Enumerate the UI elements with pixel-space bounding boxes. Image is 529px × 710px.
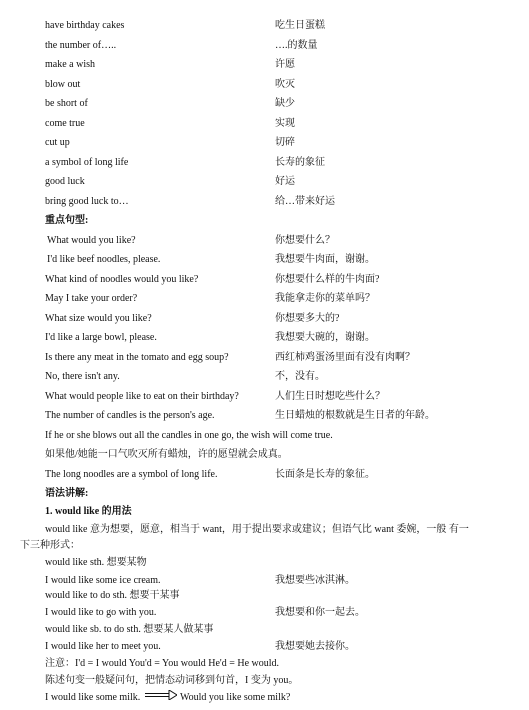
vocab-en: have birthday cakes (45, 20, 125, 31)
sentences-heading: 重点句型: (45, 215, 89, 226)
example-zh: 我想要些冰淇淋。 (275, 575, 355, 586)
example-en: I would like her to meet you. (45, 641, 161, 652)
vocab-en: come true (45, 118, 85, 129)
sentence-zh: 生日蜡烛的根数就是生日者的年龄。 (275, 410, 435, 421)
transform-statement: I would like some milk. (45, 692, 141, 703)
vocab-zh: 好运 (275, 176, 295, 187)
vocab-en: make a wish (45, 59, 95, 70)
sentence-en: No, there isn't any. (45, 371, 120, 382)
grammar-subheading: 1. would like 的用法 (45, 506, 132, 517)
sentence-en: What would you like? (47, 235, 136, 246)
sentence-zh: 我想要大碗的，谢谢。 (275, 332, 375, 343)
sentence-en: I'd like beef noodles, please. (47, 254, 161, 265)
if-sentence-en: If he or she blows out all the candles in one go, the wish will come true. (45, 430, 333, 441)
transform-question: Would you like some milk? (180, 692, 291, 703)
sentence-zh: 我能拿走你的菜单吗？ (275, 293, 375, 304)
sentence-en: What would people like to eat on their birthday? (45, 391, 239, 402)
vocab-zh: 吹灭 (275, 79, 295, 90)
example-zh: 我想要和你一起去。 (275, 607, 365, 618)
sentence-zh: 你想要多大的? (275, 313, 340, 324)
sentence-zh: 人们生日时想吃些什么？ (275, 391, 385, 402)
form-to-do: would like to do sth. 想要干某事 (45, 590, 180, 601)
sentence-zh: 你想要什么？ (275, 235, 335, 246)
vocab-zh: 长寿的象征 (275, 157, 325, 168)
grammar-description: would like 意为想要，愿意，相当于 want，用于提出要求或建议；但语气比 want 委婉，一般 有一 (45, 524, 469, 535)
example-zh: 我想要她去接你。 (275, 641, 355, 652)
vocab-zh: 吃生日蛋糕 (275, 20, 325, 31)
example-en: I would like to go with you. (45, 607, 157, 618)
vocab-en: blow out (45, 79, 81, 90)
vocab-zh: ….的数量 (275, 40, 318, 51)
vocab-en: the number of….. (45, 40, 117, 51)
vocab-zh: 给…带来好运 (275, 196, 335, 207)
if-sentence-zh: 如果他/她能一口气吹灭所有蜡烛，许的愿望就会成真。 (45, 449, 288, 460)
sentence-zh: 西红柿鸡蛋汤里面有没有肉啊？ (275, 352, 415, 363)
vocab-en: a symbol of long life (45, 157, 129, 168)
sentence-en: What size would you like? (45, 313, 152, 324)
long-noodles-en: The long noodles are a symbol of long life. (45, 469, 218, 480)
form-sb-to-do: would like sb. to do sth. 想要某人做某事 (45, 624, 214, 635)
example-en: I would like some ice cream. (45, 575, 161, 586)
vocab-zh: 切碎 (275, 137, 295, 148)
sentence-en: What kind of noodles would you like? (45, 274, 199, 285)
grammar-description-cont: 下三种形式： (20, 540, 80, 551)
vocab-en: bring good luck to… (45, 196, 129, 207)
sentence-en: I'd like a large bowl, please. (45, 332, 157, 343)
vocab-en: cut up (45, 137, 70, 148)
vocab-zh: 实现 (275, 118, 295, 129)
vocab-en: be short of (45, 98, 88, 109)
note-question-rule: 陈述句变一般疑问句，把情态动词移到句首，I 变为 you。 (45, 675, 299, 686)
grammar-heading: 语法讲解: (45, 488, 89, 499)
right-arrow-icon (145, 690, 177, 700)
long-noodles-zh: 长面条是长寿的象征。 (275, 469, 375, 480)
sentence-en: May I take your order? (45, 293, 138, 304)
vocab-en: good luck (45, 176, 85, 187)
sentence-en: The number of candles is the person's age. (45, 410, 215, 421)
sentence-zh: 不，没有。 (275, 371, 325, 382)
form-sth: would like sth. 想要某物 (45, 557, 147, 568)
sentence-en: Is there any meat in the tomato and egg soup? (45, 352, 229, 363)
note-contractions: 注意：I'd = I would You'd = You would He'd = He would. (45, 658, 280, 669)
vocab-zh: 缺少 (275, 98, 295, 109)
sentence-zh: 我想要牛肉面，谢谢。 (275, 254, 375, 265)
vocab-zh: 许愿 (275, 59, 295, 70)
sentence-zh: 你想要什么样的牛肉面? (275, 274, 380, 285)
